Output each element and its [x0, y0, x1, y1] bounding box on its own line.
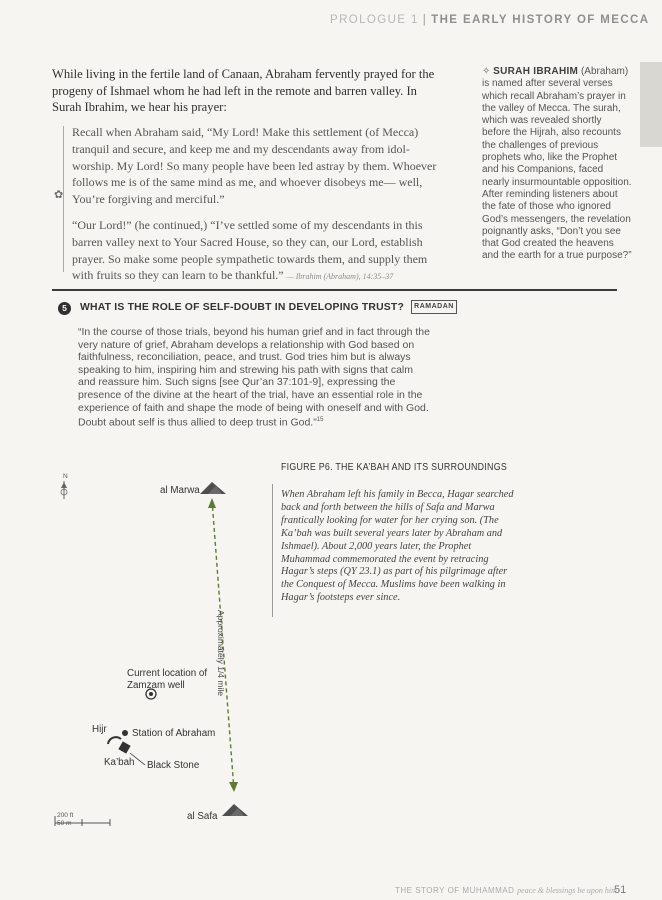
running-head-prologue: PROLOGUE 1 — [330, 14, 419, 26]
intro-paragraph: While living in the fertile land of Canaan, Abraham fervently prayed for the progeny of Ishmael whom he had left in the remote and barren valley. In Surah Ibrahim, we hear his prayer: — [52, 67, 435, 114]
hijr-wall-icon — [108, 737, 121, 744]
running-head-title: THE EARLY HISTORY OF MECCA — [431, 14, 650, 26]
question-title: WHAT IS THE ROLE OF SELF-DOUBT IN DEVELOPING TRUST? — [80, 302, 405, 313]
question-quote-text: “In the course of those trials, beyond his human grief and in fact through the very nature of grief, Abraham develops a relationship with God based on faithfulness, reconciliation, peace, and trust. God tries him but is always speaking to him, inspiring him and strewing his path with signs that calm and reassure him. Such signs [see Qur’an 37:101-9], expressing the presence of the divine at the heart of the trial, have an essential role in the experience of faith and shape the mode of being with oneself and with God. Doubt about self is thus allied to deep trust in God.” — [78, 326, 430, 429]
running-head-separator: | — [422, 14, 428, 26]
quote-paragraph-2-text: “Our Lord!” (he continued,) “I’ve settled some of my descendants in this barren valley next to Your Sacred House, so they can, our Lord, establish prayer. So make some people sympathetic towards them, and supply them with fruits so they can learn to be thankful.” — [72, 217, 428, 283]
sidebar-heading: SURAH IBRAHIM — [493, 66, 579, 77]
safa-label: al Safa — [187, 811, 218, 822]
distance-label: Approximately 1/4 mile — [216, 610, 226, 696]
north-label: N — [63, 473, 68, 480]
station-label: Station of Abraham — [132, 728, 216, 739]
arrow-up-icon — [208, 498, 216, 508]
kabah-icon — [118, 741, 130, 753]
footnote-mark: 15 — [316, 417, 324, 424]
sidebar-body: is named after several verses which recall Abraham’s prayer in the valley of Mecca. The surah, which was revealed shortly before the Hijrah, also recounts the challenges of previous prophets who, like the Prophet and his Companions, faced nearly insurmountable opposition. After reminding listeners about the fate of those who ignored God’s messengers, the revelation poignantly asks, “Don’t you see that God created the heavens and the earth for a true purpose?” — [482, 78, 632, 262]
kabah-map — [0, 460, 290, 840]
quote-citation: — Ibrahim (Abraham), 14:35–37 — [286, 272, 394, 282]
marwa-hill-icon — [200, 482, 226, 494]
footer — [395, 886, 617, 895]
scale-m-label: 50 m — [57, 820, 72, 827]
page-number: 51 — [614, 884, 627, 896]
arrow-down-icon — [229, 782, 238, 792]
open-book-icon: ✧ — [482, 66, 491, 77]
footer-book-title: THE STORY OF MUHAMMAD — [395, 886, 515, 895]
kabah-label: Ka’bah — [104, 757, 135, 768]
black-stone-label: Black Stone — [147, 760, 200, 771]
question-quote — [78, 326, 430, 429]
flower-icon: ✿ — [54, 189, 64, 201]
sidebar-heading-paren: (Abraham) — [580, 66, 629, 77]
quote-paragraph-1: Recall when Abraham said, “My Lord! Make this settlement (of Mecca) tranquil and secure, and keep me and my descendants away from idol-worship. My Lord! So many people have been led astray by them. Whoever follows me is of the same mind as me, and whoever disobeys me— well, You’re forgiving and merciful.” — [72, 125, 437, 207]
quote-paragraph-2 — [72, 217, 447, 286]
section-divider — [52, 289, 617, 291]
chapter-side-tab — [640, 62, 662, 147]
running-head — [330, 14, 650, 26]
quran-quote — [72, 124, 447, 295]
north-arrow-icon — [61, 481, 67, 499]
figure-title: FIGURE P6. THE KA’BAH AND ITS SURROUNDINGS — [281, 462, 508, 473]
zamzam-label: Current location of Zamzam well — [127, 668, 208, 691]
footer-blessing: peace & blessings be upon him — [517, 886, 617, 895]
safa-hill-icon — [222, 804, 248, 816]
surah-ibrahim-sidebar — [482, 66, 632, 263]
question-number-badge: 5 — [58, 302, 71, 315]
figure-caption: When Abraham left his family in Becca, Hagar searched back and forth between the hills of Safa and Marwa frantically looking for water for her crying son. (The Ka’bah was built several years later by Abraham and Ishmael). About 2,000 years later, the Prophet Muhammad commemorated the event by retracing Hagar’s steps (QY 23.1) as part of his pilgrimage after the Conquest of Mecca. Muslims have been walking in Hagar’s footsteps ever since. — [281, 489, 514, 604]
ramadan-tag: RAMADAN — [411, 300, 457, 314]
station-of-abraham-icon — [122, 730, 128, 736]
marwa-label: al Marwa — [160, 485, 200, 496]
scale-ft-label: 200 ft — [57, 812, 74, 819]
hijr-label: Hijr — [92, 724, 107, 735]
